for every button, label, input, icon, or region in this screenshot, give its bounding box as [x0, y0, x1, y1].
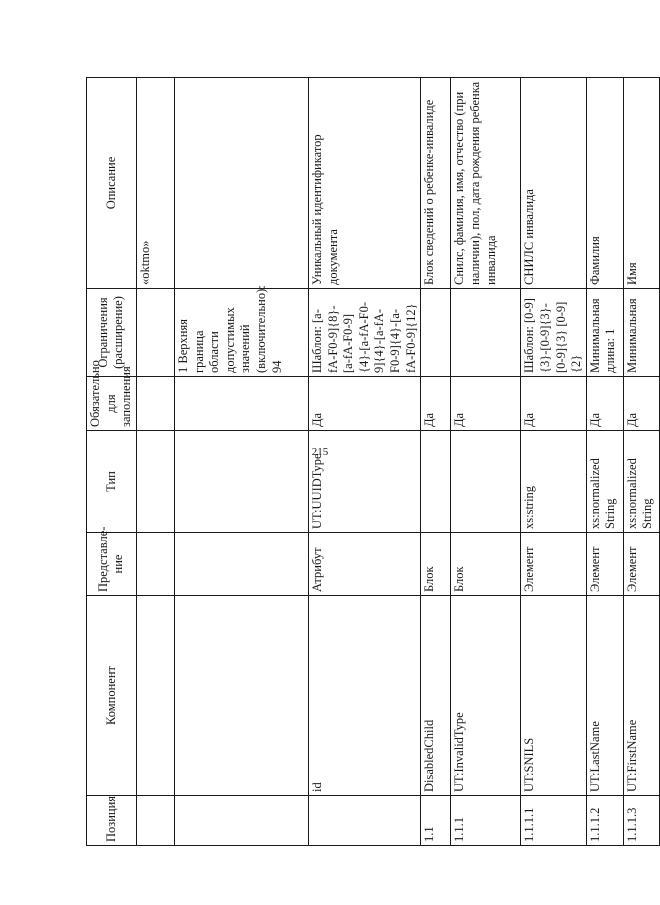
cell-position: 1.1.1	[451, 796, 521, 846]
cell-restrictions: Минимальная длина: 1	[586, 289, 623, 377]
cell-mandatory: Да	[623, 377, 659, 431]
spec-table	[86, 77, 660, 846]
cell-description: СНИЛС инвалида	[521, 78, 587, 289]
cell-type	[136, 431, 174, 533]
cell-mandatory	[136, 377, 174, 431]
cell-representation	[174, 533, 308, 596]
cell-mandatory: Да	[521, 377, 587, 431]
cell-type: UT:UUIDType	[308, 431, 420, 533]
cell-restrictions: 1 Верхняя граница области допустимых значений (включительно): 94	[174, 289, 308, 377]
header-type: Тип	[87, 431, 137, 533]
cell-position: 1.1	[421, 796, 451, 846]
cell-component	[174, 596, 308, 796]
page-number: 215	[311, 446, 329, 458]
header-representation: Представле-ние	[87, 533, 137, 596]
cell-position	[136, 796, 174, 846]
cell-restrictions: Шаблон: [0-9]{3}-[0-9]{3}-[0-9]{3} [0-9]{2}	[521, 289, 587, 377]
cell-component: DisabledChild	[421, 596, 451, 796]
table-row	[421, 78, 451, 846]
header-restrictions: Ограничения (расширение)	[87, 289, 137, 377]
cell-description: Снилс, фамилия, имя, отчество (при наличии), пол, дата рождения ребенка инвалида	[451, 78, 521, 289]
cell-mandatory: Да	[451, 377, 521, 431]
cell-restrictions	[136, 289, 174, 377]
cell-type	[174, 431, 308, 533]
cell-description: Имя	[623, 78, 659, 289]
cell-mandatory	[174, 377, 308, 431]
cell-position: 1.1.1.2	[586, 796, 623, 846]
header-row	[87, 78, 137, 846]
cell-mandatory: Да	[586, 377, 623, 431]
cell-description: Блок сведений о ребенке-инвалиде	[421, 78, 451, 289]
cell-description: «oktmo»	[136, 78, 174, 289]
cell-component	[136, 596, 174, 796]
cell-mandatory: Да	[308, 377, 420, 431]
cell-position: 1.1.1.3	[623, 796, 659, 846]
table-row	[623, 78, 659, 846]
cell-type: xs:normalized String	[623, 431, 659, 533]
cell-restrictions: Минимальная	[623, 289, 659, 377]
table-row	[451, 78, 521, 846]
rotated-table-container	[86, 78, 655, 846]
cell-position	[308, 796, 420, 846]
cell-restrictions	[421, 289, 451, 377]
table-row	[521, 78, 587, 846]
header-description: Описание	[87, 78, 137, 289]
cell-description: Фамилия	[586, 78, 623, 289]
cell-mandatory: Да	[421, 377, 451, 431]
table-row	[174, 78, 308, 846]
cell-representation: Блок	[451, 533, 521, 596]
cell-description: Уникальный идентификатор документа	[308, 78, 420, 289]
cell-type: xs:normalized String	[586, 431, 623, 533]
cell-component: UT:LastName	[586, 596, 623, 796]
cell-representation: Блок	[421, 533, 451, 596]
cell-representation: Элемент	[586, 533, 623, 596]
table-row	[586, 78, 623, 846]
cell-restrictions	[451, 289, 521, 377]
cell-representation: Элемент	[521, 533, 587, 596]
cell-representation	[136, 533, 174, 596]
table-row	[308, 78, 420, 846]
cell-component: UT:FirstName	[623, 596, 659, 796]
header-mandatory: Обязательно для заполнения	[87, 377, 137, 431]
cell-component: UT:InvalidType	[451, 596, 521, 796]
cell-restrictions: Шаблон: [a-fA-F0-9]{8}-[a-fA-F0-9]{4}-[a-fA-F0-9]{4}-[a-fA-F0-9]{4}-[a-fA-F0-9]{12}	[308, 289, 420, 377]
cell-position	[174, 796, 308, 846]
cell-component: UT:SNILS	[521, 596, 587, 796]
header-component: Компонент	[87, 596, 137, 796]
cell-type	[451, 431, 521, 533]
table-row	[136, 78, 174, 846]
cell-component: id	[308, 596, 420, 796]
cell-type	[421, 431, 451, 533]
cell-position: 1.1.1.1	[521, 796, 587, 846]
cell-type: xs:string	[521, 431, 587, 533]
header-position: Позиция	[87, 796, 137, 846]
cell-representation: Элемент	[623, 533, 659, 596]
cell-description	[174, 78, 308, 289]
cell-representation: Атрибут	[308, 533, 420, 596]
